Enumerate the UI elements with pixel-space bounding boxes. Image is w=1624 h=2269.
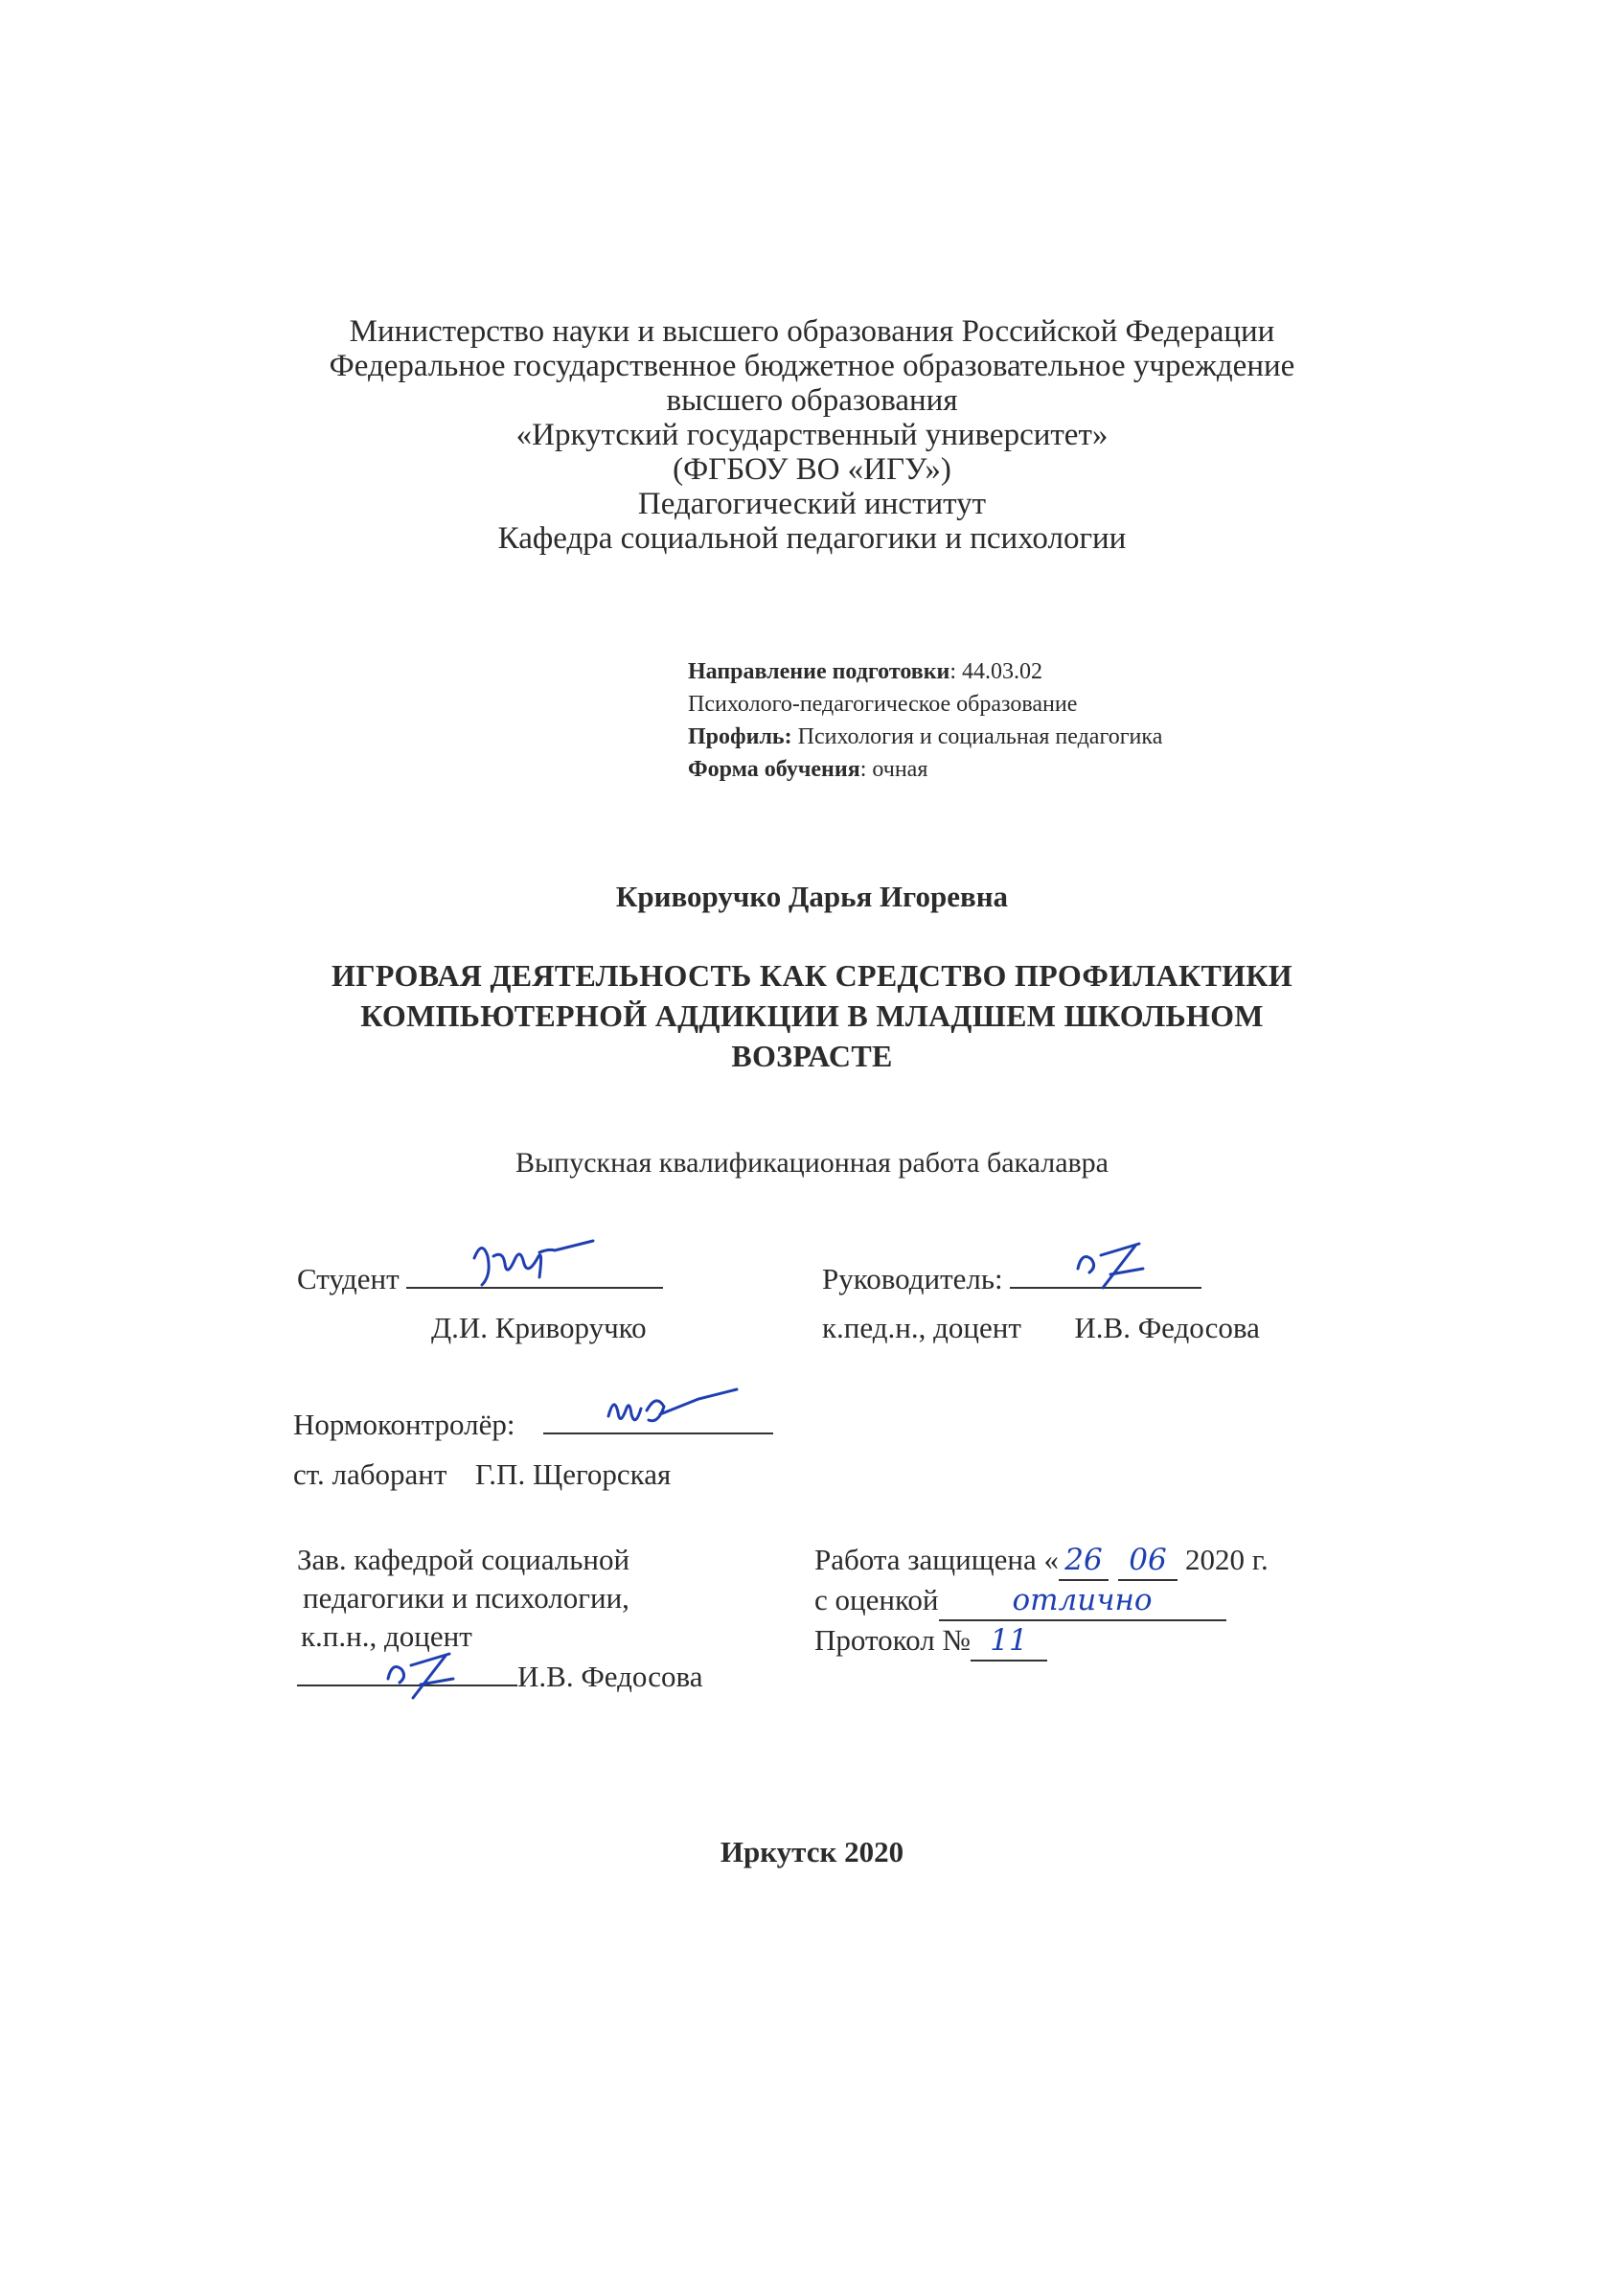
direction-name: Психолого-педагогическое образование xyxy=(688,692,1078,717)
form-row xyxy=(688,753,1162,786)
work-type: Выпускная квалификационная работа бакалавра xyxy=(515,1147,1109,1179)
form-value: : очная xyxy=(859,757,928,782)
institute-line: Педагогический институт xyxy=(637,487,987,521)
head-block xyxy=(297,1541,702,1696)
direction-label: Направление подготовки xyxy=(688,659,950,684)
profile-label: Профиль: xyxy=(688,724,792,749)
grade-value: отлично xyxy=(939,1581,1226,1621)
grade-label: с оценкой xyxy=(814,1583,939,1616)
thesis-title xyxy=(0,955,1624,1076)
defense-month: 06 xyxy=(1118,1541,1178,1581)
head-signature xyxy=(378,1646,484,1713)
title-line: ИГРОВАЯ ДЕЯТЕЛЬНОСТЬ КАК СРЕДСТВО ПРОФИЛАКТИКИ xyxy=(332,958,1292,993)
department-line: Кафедра социальной педагогики и психологии xyxy=(497,521,1127,556)
normcontrol-signature xyxy=(599,1380,762,1447)
normcontrol-label: Нормоконтролёр: xyxy=(293,1408,515,1441)
head-name: И.В. Федосова xyxy=(517,1660,703,1693)
defense-grade-row xyxy=(814,1581,1269,1621)
university-line: «Иркутский государственный университет» xyxy=(515,418,1109,452)
supervisor-credentials xyxy=(822,1310,1260,1346)
normcontrol-credentials xyxy=(293,1456,671,1493)
university-abbr-line: (ФГБОУ ВО «ИГУ») xyxy=(673,452,951,487)
program-info xyxy=(688,655,1162,786)
header-block xyxy=(0,314,1624,556)
profile-row xyxy=(688,721,1162,753)
form-label: Форма обучения xyxy=(688,757,860,782)
defense-date-row xyxy=(814,1541,1269,1581)
title-line: КОМПЬЮТЕРНОЙ АДДИКЦИИ В МЛАДШЕМ ШКОЛЬНОМ xyxy=(360,998,1264,1033)
title-line: ВОЗРАСТЕ xyxy=(731,1039,893,1073)
education-line: высшего образования xyxy=(666,383,958,418)
supervisor-name: И.В. Федосова xyxy=(1074,1311,1260,1344)
head-line: к.п.н., доцент xyxy=(301,1619,472,1653)
student-label: Студент xyxy=(297,1262,400,1295)
supervisor-position: к.пед.н., доцент xyxy=(822,1311,1021,1344)
normcontrol-name: Г.П. Щегорская xyxy=(474,1457,672,1491)
defense-block xyxy=(814,1541,1269,1662)
head-line: педагогики и психологии, xyxy=(303,1581,629,1615)
defense-day: 26 xyxy=(1059,1541,1109,1581)
head-signature-row xyxy=(297,1656,702,1696)
institution-line: Федеральное государственное бюджетное образовательное учреждение xyxy=(329,349,1295,383)
profile-value: Психология и социальная педагогика xyxy=(791,724,1163,749)
defense-year: 2020 г. xyxy=(1185,1543,1269,1576)
author-name: Криворучко Дарья Игоревна xyxy=(615,880,1009,913)
city-year: Иркутск 2020 xyxy=(720,1835,904,1868)
normcontrol-position: ст. лаборант xyxy=(293,1457,447,1491)
supervisor-signature xyxy=(1068,1236,1174,1303)
student-signature xyxy=(465,1229,608,1296)
protocol-label: Протокол № xyxy=(814,1623,971,1657)
protocol-number: 11 xyxy=(971,1621,1047,1662)
direction-row xyxy=(688,655,1162,688)
protocol-row xyxy=(814,1621,1269,1662)
student-name: Д.И. Криворучко xyxy=(431,1311,647,1344)
defense-label: Работа защищена « xyxy=(814,1543,1059,1576)
supervisor-label: Руководитель: xyxy=(822,1262,1003,1295)
head-line: Зав. кафедрой социальной xyxy=(297,1543,630,1576)
ministry-line: Министерство науки и высшего образования Российской Федерации xyxy=(349,314,1275,349)
direction-value: : 44.03.02 xyxy=(949,659,1043,684)
